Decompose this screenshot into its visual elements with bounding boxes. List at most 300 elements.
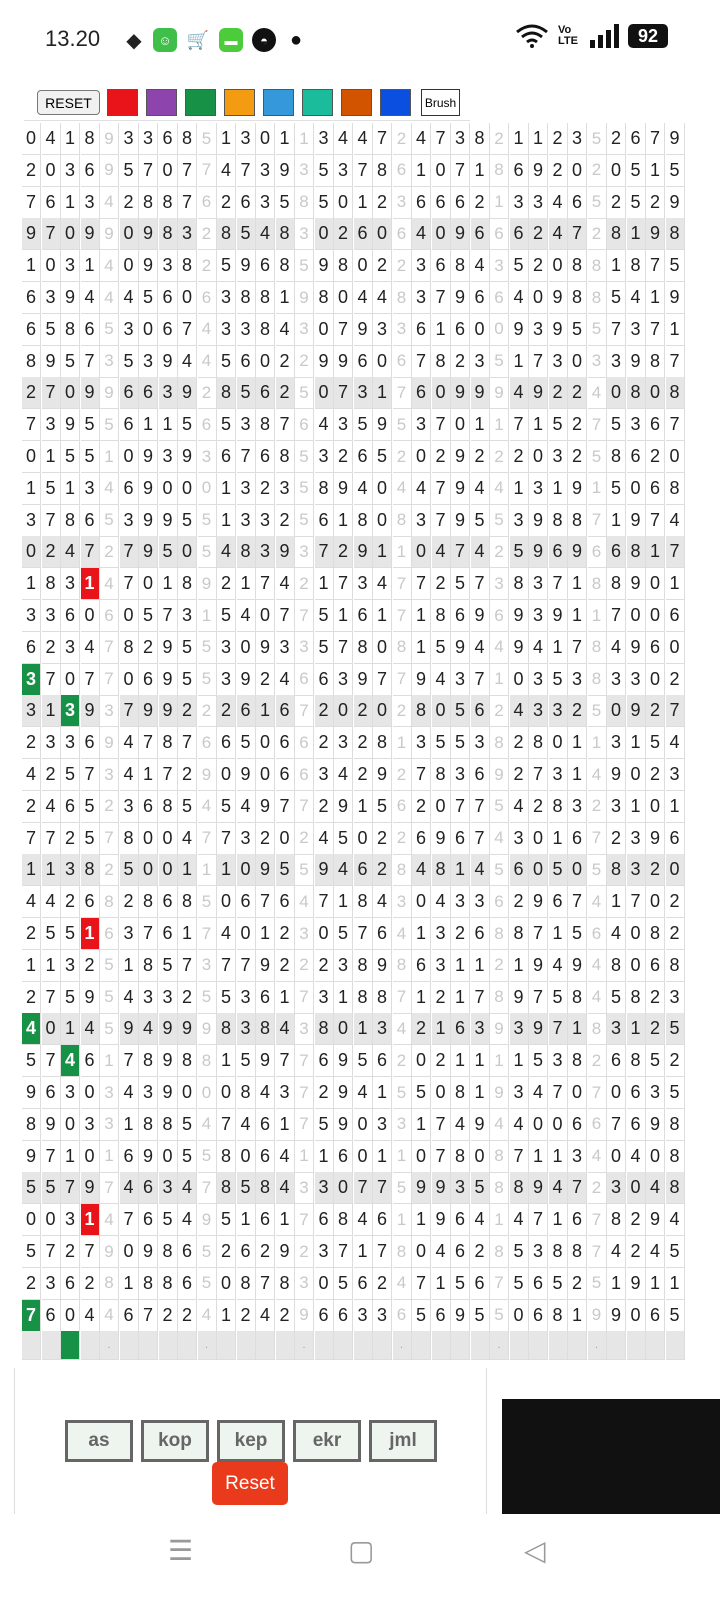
grid-cell[interactable]: 3 (412, 409, 431, 441)
grid-cell[interactable]: 4 (490, 632, 509, 664)
grid-cell[interactable]: 7 (529, 982, 548, 1014)
grid-cell[interactable]: 1 (627, 727, 646, 759)
grid-cell[interactable]: 7 (354, 1172, 373, 1204)
grid-cell[interactable]: 8 (588, 1013, 607, 1045)
grid-cell[interactable]: 2 (471, 187, 490, 219)
grid-cell[interactable]: 1 (412, 918, 431, 950)
grid-cell[interactable]: 5 (159, 950, 178, 982)
grid-cell[interactable]: 0 (646, 791, 665, 823)
grid-cell[interactable] (432, 1331, 451, 1360)
grid-cell[interactable]: 1 (42, 950, 61, 982)
grid-cell[interactable]: 0 (568, 854, 587, 886)
grid-cell[interactable]: 7 (81, 536, 100, 568)
grid-cell[interactable]: 3 (568, 664, 587, 696)
grid-cell[interactable]: 9 (549, 314, 568, 346)
grid-cell[interactable]: 9 (666, 123, 685, 155)
grid-cell[interactable]: 8 (393, 950, 412, 982)
grid-cell[interactable]: 7 (315, 886, 334, 918)
grid-cell[interactable]: 3 (120, 918, 139, 950)
grid-cell[interactable]: 6 (237, 1236, 256, 1268)
grid-cell[interactable]: 5 (42, 918, 61, 950)
grid-cell[interactable]: 2 (256, 664, 275, 696)
grid-cell[interactable]: 9 (334, 1109, 353, 1141)
grid-cell[interactable]: 3 (295, 1172, 314, 1204)
grid-cell[interactable]: 9 (646, 823, 665, 855)
grid-cell[interactable]: 7 (412, 1268, 431, 1300)
grid-cell[interactable]: 3 (334, 950, 353, 982)
grid-cell[interactable]: 8 (490, 982, 509, 1014)
grid-cell[interactable]: 8 (373, 155, 392, 187)
grid-cell[interactable]: 3 (120, 791, 139, 823)
grid-cell[interactable]: 6 (42, 187, 61, 219)
grid-cell[interactable]: 2 (393, 1045, 412, 1077)
grid-cell[interactable]: 5 (490, 505, 509, 537)
grid-cell[interactable]: 9 (510, 982, 529, 1014)
grid-cell[interactable]: 8 (276, 250, 295, 282)
grid-cell[interactable]: 5 (334, 1268, 353, 1300)
grid-cell[interactable]: 9 (529, 155, 548, 187)
kep-button[interactable]: kep (217, 1420, 285, 1462)
grid-cell[interactable]: 2 (412, 791, 431, 823)
grid-cell[interactable]: 1 (471, 155, 490, 187)
grid-cell[interactable]: 9 (354, 314, 373, 346)
grid-cell[interactable]: 3 (237, 123, 256, 155)
grid-cell[interactable]: 3 (61, 854, 80, 886)
grid-cell[interactable]: 8 (471, 123, 490, 155)
grid-cell[interactable]: . (100, 1331, 119, 1360)
grid-cell[interactable]: 5 (198, 632, 217, 664)
grid-cell[interactable]: 7 (139, 1300, 158, 1332)
grid-cell[interactable]: 1 (100, 1141, 119, 1173)
grid-cell[interactable]: 0 (81, 1141, 100, 1173)
grid-cell[interactable]: 5 (198, 886, 217, 918)
grid-cell[interactable]: 9 (627, 632, 646, 664)
grid-cell[interactable]: 2 (490, 950, 509, 982)
grid-cell[interactable]: 2 (276, 950, 295, 982)
grid-cell[interactable]: 7 (432, 473, 451, 505)
grid-cell[interactable]: 1 (120, 1109, 139, 1141)
grid-cell[interactable]: 3 (256, 155, 275, 187)
grid-cell[interactable]: 4 (510, 695, 529, 727)
grid-cell[interactable]: 6 (139, 664, 158, 696)
grid-cell[interactable]: 1 (256, 695, 275, 727)
grid-cell[interactable]: 9 (159, 505, 178, 537)
grid-cell[interactable]: 2 (61, 1236, 80, 1268)
grid-cell[interactable]: 8 (81, 854, 100, 886)
grid-cell[interactable]: 8 (666, 1109, 685, 1141)
grid-cell[interactable]: 4 (334, 123, 353, 155)
grid-cell[interactable]: 4 (393, 473, 412, 505)
grid-cell[interactable]: 8 (432, 600, 451, 632)
grid-cell[interactable]: 0 (139, 823, 158, 855)
grid-cell[interactable]: 9 (607, 759, 626, 791)
grid-cell[interactable]: 5 (490, 791, 509, 823)
grid-cell[interactable]: 5 (198, 536, 217, 568)
grid-cell[interactable]: 4 (432, 1236, 451, 1268)
grid-cell[interactable]: 3 (61, 568, 80, 600)
grid-cell[interactable]: 4 (61, 1045, 80, 1077)
grid-cell[interactable]: 7 (334, 1236, 353, 1268)
grid-cell[interactable]: 3 (256, 505, 275, 537)
grid-cell[interactable]: 7 (588, 1204, 607, 1236)
grid-cell[interactable]: 3 (432, 918, 451, 950)
grid-cell[interactable]: 8 (159, 791, 178, 823)
grid-cell[interactable]: 7 (178, 155, 197, 187)
grid-cell[interactable]: 5 (315, 600, 334, 632)
grid-cell[interactable]: 0 (510, 664, 529, 696)
grid-cell[interactable]: 7 (198, 1172, 217, 1204)
grid-cell[interactable]: 8 (627, 377, 646, 409)
grid-cell[interactable]: 0 (42, 1013, 61, 1045)
grid-cell[interactable]: 4 (120, 1077, 139, 1109)
grid-cell[interactable]: 0 (81, 600, 100, 632)
grid-cell[interactable]: 7 (373, 1236, 392, 1268)
grid-cell[interactable]: 5 (81, 409, 100, 441)
grid-cell[interactable]: 9 (510, 314, 529, 346)
grid-cell[interactable]: 3 (295, 218, 314, 250)
grid-cell[interactable]: 6 (334, 1141, 353, 1173)
grid-cell[interactable]: 8 (588, 282, 607, 314)
grid-cell[interactable]: 1 (393, 1204, 412, 1236)
grid-cell[interactable]: 3 (627, 314, 646, 346)
grid-cell[interactable]: 1 (549, 823, 568, 855)
grid-cell[interactable]: 2 (42, 759, 61, 791)
grid-cell[interactable]: 5 (373, 791, 392, 823)
grid-cell[interactable]: 5 (666, 1013, 685, 1045)
grid-cell[interactable]: 2 (607, 823, 626, 855)
grid-cell[interactable]: 9 (159, 1013, 178, 1045)
grid-cell[interactable]: 6 (42, 1077, 61, 1109)
grid-cell[interactable]: 3 (237, 473, 256, 505)
grid-cell[interactable] (451, 1331, 470, 1360)
grid-cell[interactable]: 6 (393, 155, 412, 187)
grid-cell[interactable]: 2 (81, 1268, 100, 1300)
grid-cell[interactable] (217, 1331, 236, 1360)
grid-cell[interactable]: 8 (334, 250, 353, 282)
grid-cell[interactable]: 8 (568, 982, 587, 1014)
grid-cell[interactable]: 6 (471, 1268, 490, 1300)
grid-cell[interactable]: 9 (490, 1077, 509, 1109)
grid-cell[interactable]: 8 (627, 536, 646, 568)
grid-cell[interactable]: 2 (256, 473, 275, 505)
grid-cell[interactable]: 8 (490, 1141, 509, 1173)
grid-cell[interactable]: 1 (607, 505, 626, 537)
grid-cell[interactable]: 4 (588, 950, 607, 982)
grid-cell[interactable]: 5 (549, 854, 568, 886)
grid-cell[interactable]: 7 (22, 1300, 41, 1332)
grid-cell[interactable] (120, 1331, 139, 1360)
grid-cell[interactable]: 8 (666, 218, 685, 250)
grid-cell[interactable]: 1 (315, 1141, 334, 1173)
grid-cell[interactable]: 9 (334, 1045, 353, 1077)
grid-cell[interactable]: 6 (568, 823, 587, 855)
grid-cell[interactable]: 3 (471, 346, 490, 378)
grid-cell[interactable]: 2 (529, 791, 548, 823)
grid-cell[interactable]: 7 (42, 1141, 61, 1173)
grid-cell[interactable] (354, 1331, 373, 1360)
grid-cell[interactable]: 7 (256, 568, 275, 600)
grid-cell[interactable]: 2 (646, 1013, 665, 1045)
grid-cell[interactable]: 5 (471, 1300, 490, 1332)
grid-cell[interactable]: 1 (666, 791, 685, 823)
grid-cell[interactable]: 5 (510, 1268, 529, 1300)
grid-cell[interactable]: 1 (256, 918, 275, 950)
grid-cell[interactable]: 6 (120, 377, 139, 409)
grid-cell[interactable]: 9 (315, 854, 334, 886)
grid-cell[interactable]: 7 (393, 664, 412, 696)
grid-cell[interactable]: 7 (393, 982, 412, 1014)
grid-cell[interactable]: 0 (315, 1268, 334, 1300)
grid-cell[interactable]: 5 (61, 346, 80, 378)
grid-cell[interactable]: 6 (315, 664, 334, 696)
grid-cell[interactable]: 5 (471, 1172, 490, 1204)
grid-cell[interactable]: 1 (139, 409, 158, 441)
grid-cell[interactable]: 0 (373, 473, 392, 505)
grid-cell[interactable]: 3 (100, 1077, 119, 1109)
grid-cell[interactable]: 4 (295, 886, 314, 918)
grid-cell[interactable]: 3 (627, 409, 646, 441)
grid-cell[interactable]: 9 (139, 473, 158, 505)
grid-cell[interactable]: 6 (451, 600, 470, 632)
jml-button[interactable]: jml (369, 1420, 437, 1462)
grid-cell[interactable]: 1 (100, 441, 119, 473)
menu-icon[interactable]: ☰ (168, 1535, 194, 1566)
grid-cell[interactable]: 0 (354, 250, 373, 282)
grid-cell[interactable]: 4 (666, 727, 685, 759)
grid-cell[interactable]: 8 (451, 250, 470, 282)
grid-cell[interactable]: 4 (61, 536, 80, 568)
grid-cell[interactable]: 3 (373, 1109, 392, 1141)
grid-cell[interactable]: 2 (549, 123, 568, 155)
grid-cell[interactable]: 1 (490, 409, 509, 441)
grid-cell[interactable]: 0 (451, 409, 470, 441)
grid-cell[interactable]: 7 (412, 346, 431, 378)
grid-cell[interactable]: 5 (295, 505, 314, 537)
grid-cell[interactable]: 5 (159, 536, 178, 568)
grid-cell[interactable]: 3 (237, 409, 256, 441)
grid-cell[interactable]: 7 (646, 123, 665, 155)
grid-cell[interactable]: 6 (451, 823, 470, 855)
grid-cell[interactable]: 0 (646, 886, 665, 918)
grid-cell[interactable]: 9 (334, 346, 353, 378)
grid-cell[interactable]: 7 (607, 1109, 626, 1141)
grid-cell[interactable]: 1 (510, 473, 529, 505)
grid-cell[interactable]: 4 (198, 314, 217, 346)
grid-cell[interactable]: 7 (393, 377, 412, 409)
grid-cell[interactable]: 9 (139, 250, 158, 282)
grid-cell[interactable]: 2 (373, 823, 392, 855)
grid-cell[interactable]: 4 (588, 982, 607, 1014)
grid-cell[interactable]: 3 (120, 123, 139, 155)
grid-cell[interactable]: 0 (139, 568, 158, 600)
grid-cell[interactable]: 7 (100, 1172, 119, 1204)
grid-cell[interactable]: 6 (588, 536, 607, 568)
grid-cell[interactable]: 3 (315, 123, 334, 155)
grid-cell[interactable]: 3 (412, 505, 431, 537)
grid-cell[interactable]: 9 (139, 441, 158, 473)
grid-cell[interactable]: 6 (120, 1141, 139, 1173)
grid-cell[interactable]: 4 (490, 823, 509, 855)
grid-cell[interactable]: 9 (159, 346, 178, 378)
grid-cell[interactable]: 9 (295, 1300, 314, 1332)
grid-cell[interactable]: 5 (451, 568, 470, 600)
grid-cell[interactable]: 4 (412, 854, 431, 886)
grid-cell[interactable]: 6 (549, 886, 568, 918)
grid-cell[interactable]: 6 (256, 1204, 275, 1236)
grid-cell[interactable]: 6 (198, 282, 217, 314)
grid-cell[interactable]: 4 (529, 632, 548, 664)
grid-cell[interactable]: 4 (432, 536, 451, 568)
grid-cell[interactable]: 6 (490, 886, 509, 918)
grid-cell[interactable]: 8 (568, 1236, 587, 1268)
grid-cell[interactable]: 0 (22, 1204, 41, 1236)
grid-cell[interactable]: 6 (607, 536, 626, 568)
grid-cell[interactable]: 5 (607, 473, 626, 505)
color-swatch-dark-orange[interactable] (341, 89, 372, 116)
grid-cell[interactable]: 7 (393, 600, 412, 632)
grid-cell[interactable]: 4 (549, 218, 568, 250)
grid-cell[interactable]: 8 (159, 187, 178, 219)
grid-cell[interactable]: 8 (354, 950, 373, 982)
grid-cell[interactable]: 1 (568, 600, 587, 632)
grid-cell[interactable]: 5 (295, 377, 314, 409)
grid-cell[interactable]: 7 (100, 632, 119, 664)
grid-cell[interactable]: 2 (490, 123, 509, 155)
grid-cell[interactable]: 0 (22, 536, 41, 568)
grid-cell[interactable]: 7 (588, 823, 607, 855)
grid-cell[interactable]: 6 (295, 727, 314, 759)
grid-cell[interactable]: 6 (315, 1045, 334, 1077)
grid-cell[interactable]: 2 (120, 886, 139, 918)
grid-cell[interactable]: 9 (432, 1172, 451, 1204)
grid-cell[interactable]: 4 (217, 155, 236, 187)
grid-cell[interactable]: 9 (42, 346, 61, 378)
grid-cell[interactable]: 1 (334, 505, 353, 537)
grid-cell[interactable]: 8 (256, 1013, 275, 1045)
toolbar-reset-button[interactable]: RESET (37, 90, 100, 115)
grid-cell[interactable]: 5 (217, 250, 236, 282)
grid-cell[interactable]: 1 (61, 187, 80, 219)
grid-cell[interactable]: 5 (42, 1172, 61, 1204)
grid-cell[interactable]: 8 (607, 854, 626, 886)
grid-cell[interactable]: 4 (81, 632, 100, 664)
grid-cell[interactable]: 0 (237, 1141, 256, 1173)
grid-cell[interactable]: 0 (61, 1300, 80, 1332)
grid-cell[interactable]: 6 (490, 218, 509, 250)
grid-cell[interactable]: 9 (451, 377, 470, 409)
grid-cell[interactable]: 9 (100, 1236, 119, 1268)
grid-cell[interactable]: 4 (354, 282, 373, 314)
grid-cell[interactable]: 1 (666, 314, 685, 346)
grid-cell[interactable]: 6 (61, 600, 80, 632)
grid-cell[interactable]: 1 (666, 1268, 685, 1300)
grid-cell[interactable]: 5 (120, 854, 139, 886)
grid-cell[interactable]: 2 (666, 918, 685, 950)
grid-cell[interactable]: 3 (607, 1013, 626, 1045)
grid-cell[interactable]: 2 (607, 123, 626, 155)
grid-cell[interactable]: 0 (666, 632, 685, 664)
grid-cell[interactable]: 9 (159, 1077, 178, 1109)
grid-cell[interactable]: 7 (588, 505, 607, 537)
grid-cell[interactable]: 0 (412, 1141, 431, 1173)
grid-cell[interactable]: 7 (588, 409, 607, 441)
grid-cell[interactable]: 3 (393, 1109, 412, 1141)
grid-cell[interactable]: 5 (451, 727, 470, 759)
grid-cell[interactable]: 2 (529, 218, 548, 250)
grid-cell[interactable]: 9 (237, 664, 256, 696)
grid-cell[interactable]: 0 (159, 854, 178, 886)
grid-cell[interactable]: 8 (607, 950, 626, 982)
grid-cell[interactable]: 3 (42, 1268, 61, 1300)
grid-cell[interactable]: 0 (217, 886, 236, 918)
grid-cell[interactable]: 2 (354, 727, 373, 759)
grid-cell[interactable]: 0 (627, 918, 646, 950)
grid-cell[interactable]: 3 (393, 314, 412, 346)
grid-cell[interactable]: 7 (120, 1045, 139, 1077)
grid-cell[interactable] (334, 1331, 353, 1360)
grid-cell[interactable]: 7 (354, 155, 373, 187)
grid-cell[interactable]: 3 (354, 1300, 373, 1332)
grid-cell[interactable]: 3 (237, 314, 256, 346)
grid-cell[interactable]: 7 (451, 536, 470, 568)
grid-cell[interactable]: 9 (22, 1077, 41, 1109)
grid-cell[interactable]: 4 (471, 632, 490, 664)
grid-cell[interactable] (178, 1331, 197, 1360)
grid-cell[interactable]: 1 (22, 950, 41, 982)
grid-cell[interactable] (276, 1331, 295, 1360)
grid-cell[interactable]: 9 (627, 505, 646, 537)
grid-cell[interactable]: 8 (61, 505, 80, 537)
grid-cell[interactable]: 3 (354, 377, 373, 409)
grid-cell[interactable]: 5 (198, 1141, 217, 1173)
grid-cell[interactable]: 2 (490, 536, 509, 568)
grid-cell[interactable]: 2 (568, 695, 587, 727)
grid-cell[interactable]: 2 (373, 187, 392, 219)
grid-cell[interactable]: 2 (334, 536, 353, 568)
grid-cell[interactable]: 5 (646, 727, 665, 759)
grid-cell[interactable]: 5 (139, 282, 158, 314)
grid-cell[interactable]: 5 (22, 1236, 41, 1268)
grid-cell[interactable]: 2 (529, 250, 548, 282)
grid-cell[interactable]: 8 (354, 632, 373, 664)
grid-cell[interactable]: 3 (451, 886, 470, 918)
grid-cell[interactable]: 4 (276, 664, 295, 696)
grid-cell[interactable]: 2 (237, 1300, 256, 1332)
grid-cell[interactable]: 9 (471, 377, 490, 409)
grid-cell[interactable]: 8 (178, 250, 197, 282)
grid-cell[interactable]: 4 (471, 854, 490, 886)
grid-cell[interactable]: 4 (22, 1013, 41, 1045)
grid-cell[interactable]: 3 (81, 473, 100, 505)
grid-cell[interactable]: 1 (61, 123, 80, 155)
grid-cell[interactable]: 1 (42, 441, 61, 473)
grid-cell[interactable]: 3 (451, 759, 470, 791)
grid-cell[interactable]: 0 (42, 155, 61, 187)
grid-cell[interactable]: 7 (334, 568, 353, 600)
grid-cell[interactable]: 7 (412, 759, 431, 791)
grid-cell[interactable]: 5 (198, 505, 217, 537)
grid-cell[interactable]: 7 (334, 377, 353, 409)
grid-cell[interactable]: 9 (139, 505, 158, 537)
grid-cell[interactable]: 3 (334, 727, 353, 759)
grid-cell[interactable]: 7 (100, 823, 119, 855)
grid-cell[interactable]: 3 (412, 282, 431, 314)
grid-cell[interactable]: 1 (568, 727, 587, 759)
grid-cell[interactable]: 2 (627, 1204, 646, 1236)
grid-cell[interactable]: 5 (588, 187, 607, 219)
grid-cell[interactable]: 0 (627, 1172, 646, 1204)
grid-cell[interactable]: 4 (393, 918, 412, 950)
